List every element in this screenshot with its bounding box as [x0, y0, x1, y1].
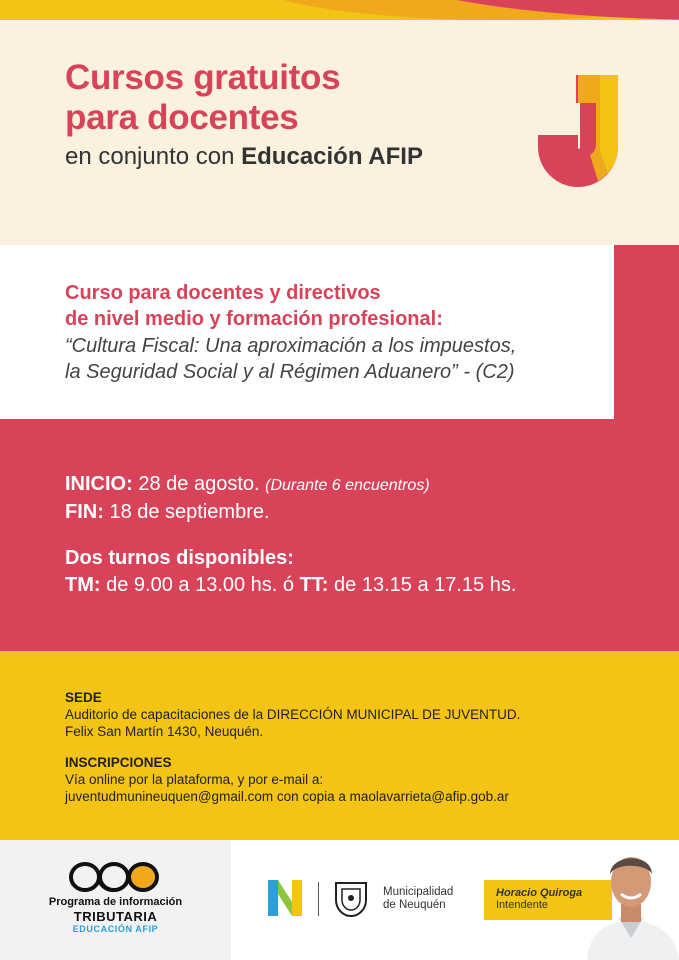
program-line-3: EDUCACIÓN AFIP [72, 924, 159, 934]
intendente-role: Intendente [496, 899, 548, 911]
top-decoration [0, 0, 679, 20]
turnos-line [65, 572, 516, 599]
subtitle [65, 143, 423, 171]
sede-line-1: Auditorio de capacitaciones de la DIRECCIÓN MUNICIPAL DE JUVENTUD. [65, 707, 521, 722]
muni-line-1: Municipalidad [383, 886, 454, 898]
tm-value: de 9.00 a 13.00 hs. ó [100, 574, 300, 596]
subtitle-bold: Educación AFIP [241, 143, 423, 170]
footer-divider [318, 882, 319, 916]
course-title-line-2: de nivel medio y formación profesional: [65, 308, 443, 330]
inicio-label: INICIO: [65, 473, 133, 495]
municipality-label [383, 886, 453, 912]
inicio-value: 28 de agosto. [132, 473, 266, 495]
inscripciones-block [65, 754, 509, 805]
course-box [0, 245, 614, 419]
inscripciones-line-1: Vía online por la plataforma, y por e-mail a: [65, 772, 324, 787]
fin-value: 18 de septiembre. [103, 501, 270, 523]
tt-value: de 13.15 a 17.15 hs. [328, 574, 517, 596]
n-letter-logo [268, 880, 302, 916]
course-name [65, 333, 516, 385]
inicio-line [65, 471, 430, 499]
turnos-block [65, 545, 516, 599]
program-line-2: TRIBUTARIA [73, 909, 158, 924]
circles-logo [69, 861, 159, 893]
inscripciones-label: INSCRIPCIONES [65, 755, 172, 770]
program-logo-block [0, 840, 231, 960]
tm-label: TM: [65, 574, 101, 596]
title-line-2: para docentes [65, 98, 299, 137]
program-line-1: Programa de información [48, 896, 183, 908]
inscripciones-emails[interactable]: juventudmunineuquen@gmail.com con copia a maolavarrieta@afip.gob.ar [65, 789, 509, 804]
person-photo [583, 840, 679, 960]
page-title [65, 58, 340, 138]
sede-line-2: Felix San Martín 1430, Neuquén. [65, 724, 264, 739]
municipal-shield-icon [333, 880, 369, 918]
fin-label: FIN: [65, 501, 104, 523]
inicio-note: (Durante 6 encuentros) [265, 477, 430, 494]
intendente-name: Horacio Quiroga [496, 887, 583, 899]
course-name-line-1: “Cultura Fiscal: Una aproximación a los impuestos, [65, 335, 517, 357]
subtitle-prefix: en conjunto con [65, 143, 242, 170]
dates-band [0, 419, 679, 651]
title-line-1: Cursos gratuitos [65, 58, 341, 97]
sede-label: SEDE [65, 690, 102, 705]
course-title-line-1: Curso para docentes y directivos [65, 282, 381, 304]
j-letter-logo [538, 75, 618, 190]
tt-label: TT: [299, 574, 329, 596]
fin-line [65, 499, 430, 526]
sede-block [65, 689, 520, 740]
dates-block [65, 471, 430, 526]
info-band [0, 651, 679, 840]
footer [0, 840, 679, 960]
muni-line-2: de Neuquén [383, 899, 446, 911]
course-title [65, 280, 443, 332]
course-name-line-2: la Seguridad Social y al Régimen Aduanero” - (C2) [65, 361, 515, 383]
turnos-heading: Dos turnos disponibles: [65, 547, 294, 569]
